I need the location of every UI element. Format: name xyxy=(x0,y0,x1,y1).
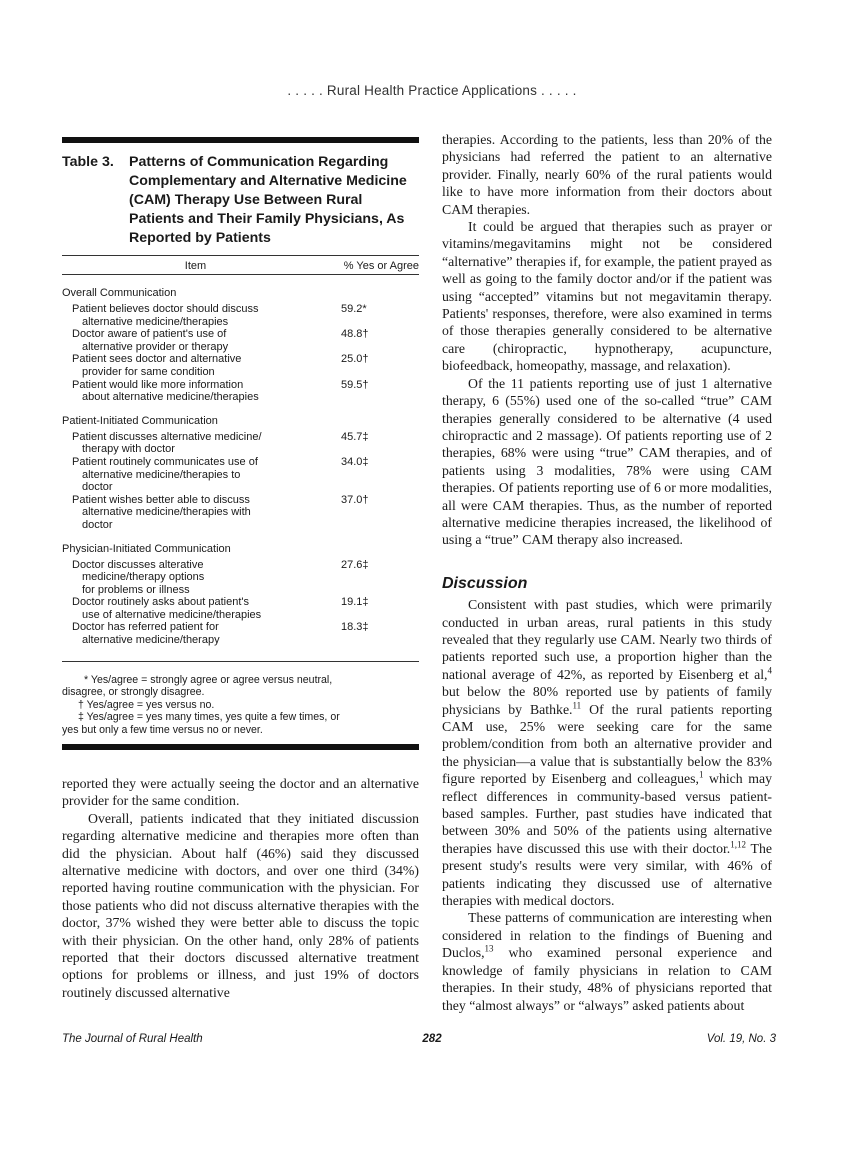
table-section-rows xyxy=(62,559,419,647)
row-label-cont: alternative medicine/therapies xyxy=(82,315,229,328)
note-2: † Yes/agree = yes versus no. xyxy=(78,698,215,711)
note-1: * Yes/agree = strongly agree or agree versus neutral, xyxy=(84,673,333,686)
paragraph xyxy=(442,909,772,1013)
table-row xyxy=(62,303,419,328)
running-head: . . . . . Rural Health Practice Applications . . . . . xyxy=(287,83,577,98)
row-value: 37.0† xyxy=(341,493,369,506)
text-run: The present study's results were very similar, with 46% of patients indicating they discussed use of alternative therapies with medical doctors. xyxy=(442,840,772,909)
row-value: 25.0† xyxy=(341,353,369,366)
citation-ref: 1 xyxy=(698,769,704,780)
table-top-rule xyxy=(62,137,419,143)
row-label: Doctor routinely asks about patient's xyxy=(72,596,249,609)
row-label-cont: therapy with doctor xyxy=(82,443,175,456)
row-label: Patient wishes better able to discuss xyxy=(72,493,250,506)
table-row xyxy=(62,559,419,597)
row-value: 59.2* xyxy=(341,303,367,315)
table-row xyxy=(62,596,419,621)
citation-ref: 13 xyxy=(484,943,494,954)
note-3: ‡ Yes/agree = yes many times, yes quite a few times, or xyxy=(78,711,340,724)
table-bottom-rule xyxy=(62,744,419,750)
row-label: Patient sees doctor and alternative xyxy=(72,353,242,366)
table-row xyxy=(62,353,419,378)
section-title: Patient-Initiated Communication xyxy=(62,414,218,427)
row-value: 19.1‡ xyxy=(341,596,369,609)
table-notes-rule xyxy=(62,661,419,662)
row-label: Patient believes doctor should discuss xyxy=(72,303,259,315)
section-title: Overall Communication xyxy=(62,287,177,299)
row-label-cont: medicine/therapy options xyxy=(82,571,205,584)
text-run: Of the rural patients reporting CAM use, 25% were seeking care for the same problem/condition from both an alternative provider and the physician—a value that is substantially below the 83% figure reported by Eisenberg and colleagues, xyxy=(442,701,772,787)
table-row xyxy=(62,494,419,532)
text-run: but below the 80% reported use by patients of family physicians by Bathke. xyxy=(442,684,772,717)
text-run: who examined personal experience and knowledge of family physicians in relation to CAM therapies. In their study, 48% of physicians reported that they “almost always” or “always” asked patients about xyxy=(442,945,772,1013)
table-header xyxy=(62,256,419,274)
paragraph xyxy=(442,596,772,909)
table-title xyxy=(62,153,419,248)
row-label: Doctor has referred patient for xyxy=(72,621,219,634)
row-label: Patient would like more information xyxy=(72,378,244,391)
table-row xyxy=(62,621,419,646)
note-3-cont: yes but only a few time versus no or never. xyxy=(62,724,263,737)
table-row xyxy=(62,431,419,456)
row-label-cont: alternative medicine/therapy xyxy=(82,634,220,647)
section-title: Physician-Initiated Communication xyxy=(62,542,231,555)
paragraph: It could be argued that therapies such as prayer or vitamins/megavitamins might not be considered “alternative” therapies if, for example, the patient prayed as well as going to the family doctor and/or if the patient was using “accepted” vitamins but not megavitamin therapy. Patients' responses, therefore, were also examined in terms of those therapies generally considered to be alternative care (chiropractic, hypnotherapy, acupuncture, biofeedback, homeopathy, massage, and relaxation). xyxy=(442,219,772,374)
row-label: Doctor discusses alterative xyxy=(72,558,204,571)
table-number: Table 3. xyxy=(62,154,114,170)
row-label-cont: alternative provider or therapy xyxy=(82,340,229,353)
row-value: 48.8† xyxy=(341,328,369,341)
citation-ref: 4 xyxy=(767,665,772,676)
row-label-cont: for problems or illness xyxy=(82,583,190,596)
footer-journal: The Journal of Rural Health xyxy=(62,1033,203,1045)
row-label-cont: alternative medicine/therapies to xyxy=(82,468,241,481)
table-row xyxy=(62,379,419,404)
citation-ref: 1,12 xyxy=(730,839,747,850)
row-label-cont: doctor xyxy=(82,481,113,494)
column-header-value: % Yes or Agree xyxy=(343,260,419,272)
table-notes xyxy=(62,674,419,737)
table-row xyxy=(62,328,419,353)
left-body-text xyxy=(62,775,419,1001)
paragraph: reported they were actually seeing the doctor and an alternative provider for the same condition. xyxy=(62,776,419,809)
text-run: These patterns of communication are interesting when considered in relation to the findings of Buening and Duclos, xyxy=(442,910,772,961)
table-body xyxy=(62,287,419,647)
citation-ref: 11 xyxy=(572,700,582,710)
row-label-cont: alternative medicine/therapies with xyxy=(82,506,251,519)
footer-volume: Vol. 19, No. 3 xyxy=(706,1033,776,1045)
row-label-cont: use of alternative medicine/therapies xyxy=(82,608,262,621)
row-label: Patient routinely communicates use of xyxy=(72,455,258,468)
table-3 xyxy=(62,137,419,750)
paragraph: therapies. According to the patients, less than 20% of the physicians had referred the patient to an alternative provider. Finally, nearly 60% of the rural patients would like to have more information from their doctors about CAM therapies. xyxy=(442,132,772,217)
table-section-rows xyxy=(62,303,419,404)
text-run: Consistent with past studies, which were primarily conducted in urban areas, rural patients in this study revealed that they regularly use CAM. Nearly two thirds of patients reported such use, a proportion higher than the national average of 42%, as reported by Eisenberg et al, xyxy=(442,597,772,682)
right-column xyxy=(442,131,772,1014)
note-1-cont: disagree, or strongly disagree. xyxy=(62,686,205,699)
footer-page-number: 282 xyxy=(422,1033,442,1045)
table-caption: Patterns of Communication Regarding Complementary and Alternative Medicine (CAM) Therapy Use Between Rural Patients and Their Family Physicians, As Reported by Patients xyxy=(129,154,407,246)
row-value: 45.7‡ xyxy=(341,430,369,443)
row-value: 18.3‡ xyxy=(341,621,369,634)
text-run: which may reflect differences in community-based versus patient-based samples. Further, past studies have indicated that between 30% and 50% of the patients using alternative therapies have discussed this use with their doctor. xyxy=(442,771,772,856)
row-label-cont: doctor xyxy=(82,518,113,531)
paragraph: Overall, patients indicated that they initiated discussion regarding alternative medicine and therapies more often than did the physician. About half (46%) said they discussed alternative medicine with doctors, and over one third (34%) reported having routine communication with the physician. For those patients who did not discuss alternative therapies with the doctor, 37% wished they were better able to discuss the topic with their physician. On the other hand, only 28% of patients reported that their doctors discussed alternative treatment options for problems or illness, and just 19% of doctors routinely discussed alternative xyxy=(62,810,419,1000)
column-header-item: Item xyxy=(184,260,207,272)
row-value: 59.5† xyxy=(341,378,369,391)
row-label-cont: about alternative medicine/therapies xyxy=(82,391,259,404)
table-header-bottom-rule xyxy=(62,274,419,275)
row-value: 27.6‡ xyxy=(341,558,369,571)
table-row xyxy=(62,456,419,494)
row-value: 34.0‡ xyxy=(341,455,369,468)
row-label-cont: provider for same condition xyxy=(82,365,215,378)
section-heading-discussion: Discussion xyxy=(442,574,528,592)
row-label: Patient discusses alternative medicine/ xyxy=(72,430,262,443)
paragraph: Of the 11 patients reporting use of just 1 alternative therapy, 6 (55%) used one of the so-called “true” CAM therapies generally considered to be alternative (4 used chiropractic and 2 massage). Of patients reporting use of 2 therapies, 68% were using “true” CAM therapies, and of patients using 3 modalities, 78% were using CAM therapies. Of patients reporting use of 6 or more modalities, all were CAM therapies. Thus, as the number of reported alternative medicine therapies increased, the likelihood of using a “true” CAM therapy also increased. xyxy=(442,375,772,548)
table-section-rows xyxy=(62,431,419,532)
row-label: Doctor aware of patient's use of xyxy=(72,328,227,341)
